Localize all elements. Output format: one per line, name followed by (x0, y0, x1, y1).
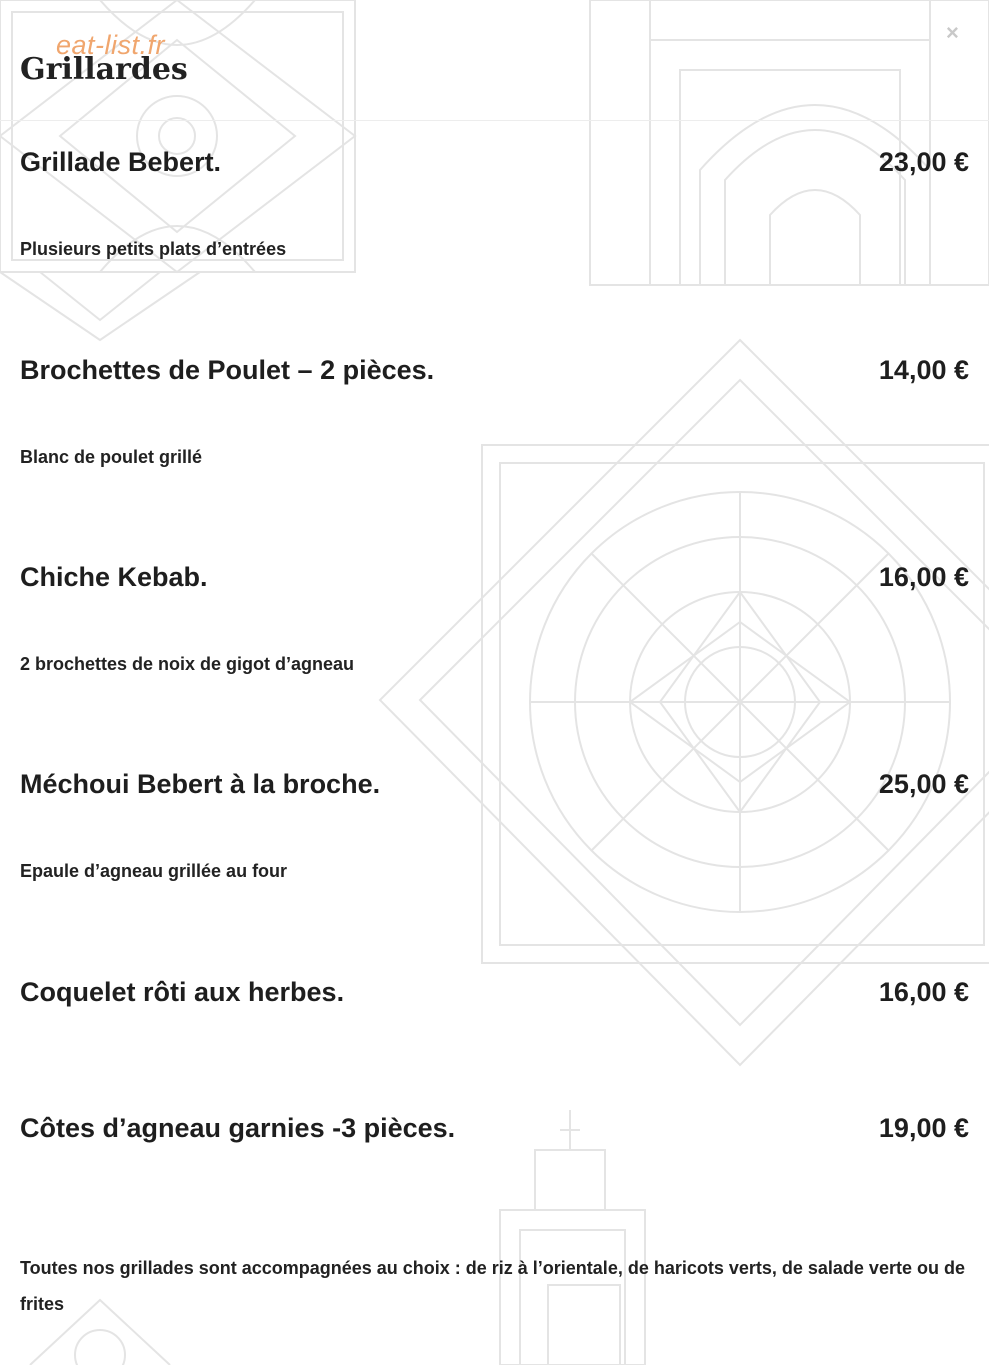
item-description: Epaule d’agneau grillée au four (20, 861, 288, 881)
item-name: Méchoui Bebert à la broche. (20, 769, 381, 799)
item-description: 2 brochettes de noix de gigot d’agneau (20, 654, 355, 674)
item-price: 16,00 € (878, 977, 969, 1007)
site-watermark: eat-list.fr (56, 30, 166, 60)
item-price: 19,00 € (878, 1113, 969, 1143)
item-name: Chiche Kebab. (20, 562, 208, 592)
item-name: Brochettes de Poulet – 2 pièces. (20, 355, 435, 385)
item-name: Côtes d’agneau garnies -3 pièces. (20, 1113, 456, 1143)
item-price: 25,00 € (878, 769, 969, 799)
title-divider (0, 120, 989, 121)
item-description: Blanc de poulet grillé (20, 447, 203, 467)
item-description: Plusieurs petits plats d’entrées (20, 239, 287, 259)
item-name: Coquelet rôti aux herbes. (20, 977, 345, 1007)
item-price: 14,00 € (878, 355, 969, 385)
item-price: 16,00 € (878, 562, 969, 592)
section-title: Grillardes (20, 52, 188, 87)
item-name: Grillade Bebert. (20, 147, 222, 177)
close-icon[interactable]: × (946, 20, 959, 45)
side-dishes-note: Toutes nos grillades sont accompagnées au choix : de riz à l’orientale, de haricots verts, de salade verte ou de frites (20, 1258, 965, 1314)
item-price: 23,00 € (878, 147, 969, 177)
